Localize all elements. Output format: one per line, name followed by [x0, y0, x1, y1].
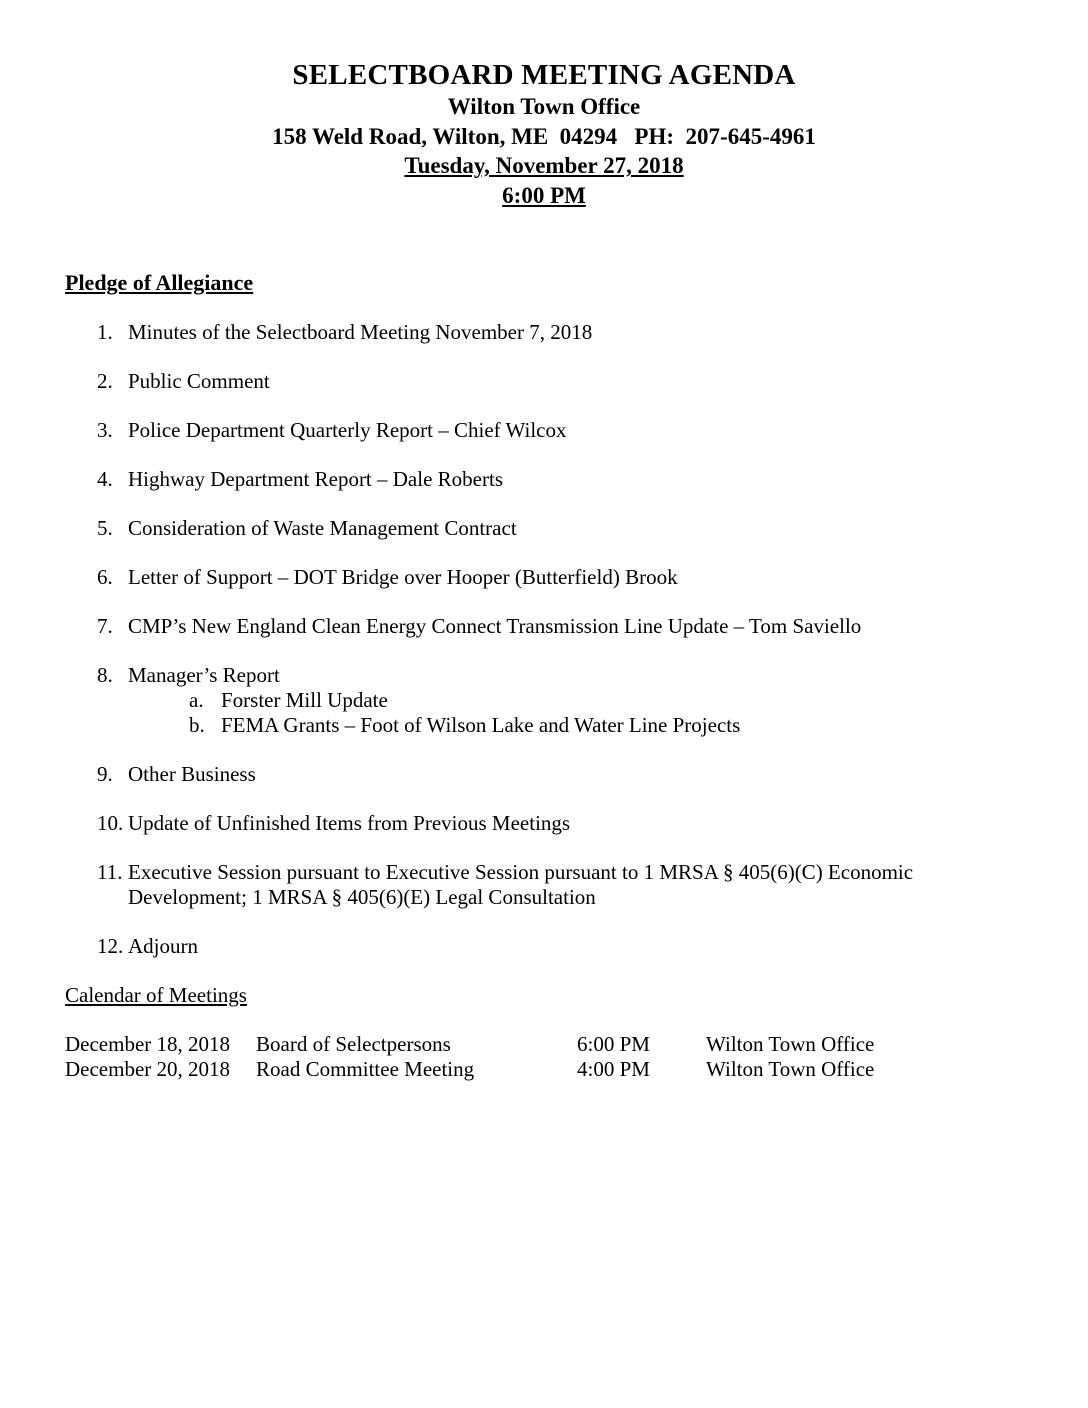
agenda-item-number: 12. — [97, 934, 124, 958]
agenda-subitem-8a — [189, 688, 1030, 713]
document-body — [65, 270, 1030, 1082]
calendar-time: 4:00 PM — [577, 1057, 650, 1081]
agenda-item-10 — [97, 811, 1030, 836]
agenda-subitem-letter: b. — [189, 713, 205, 737]
calendar-date: December 18, 2018 — [65, 1032, 231, 1056]
agenda-item-text: Manager’s Report — [128, 663, 280, 687]
agenda-item-2 — [97, 369, 1030, 394]
agenda-subitem-list — [128, 688, 1030, 738]
calendar-location: Wilton Town Office — [706, 1032, 875, 1056]
calendar-time: 6:00 PM — [577, 1032, 650, 1056]
agenda-item-number: 9. — [97, 762, 113, 786]
agenda-item-list — [65, 320, 1030, 959]
calendar-row — [65, 1032, 1030, 1057]
calendar-row — [65, 1057, 1030, 1082]
agenda-subitem-8b — [189, 713, 1030, 738]
calendar-event: Road Committee Meeting — [256, 1057, 475, 1081]
agenda-item-text: Police Department Quarterly Report – Chief Wilcox — [128, 418, 567, 442]
agenda-item-text: Other Business — [128, 762, 256, 786]
agenda-item-text: Adjourn — [128, 934, 198, 958]
meeting-date-line: Tuesday, November 27, 2018 — [404, 153, 684, 178]
agenda-item-12 — [97, 934, 1030, 959]
agenda-item-11 — [97, 860, 1030, 910]
calendar-location: Wilton Town Office — [706, 1057, 875, 1081]
document-header — [0, 0, 1088, 210]
agenda-item-number: 4. — [97, 467, 113, 491]
agenda-item-number: 8. — [97, 663, 113, 687]
agenda-item-text: Letter of Support – DOT Bridge over Hooper (Butterfield) Brook — [128, 565, 678, 589]
agenda-item-text: Executive Session pursuant to Executive Session pursuant to 1 MRSA § 405(6)(C) Economic Development; 1 MRSA § 405(6)(E) Legal Consultation — [128, 860, 914, 909]
agenda-item-number: 10. — [97, 811, 124, 835]
agenda-item-number: 2. — [97, 369, 113, 393]
agenda-item-6 — [97, 565, 1030, 590]
agenda-item-8 — [97, 663, 1030, 738]
address-line: 158 Weld Road, Wilton, ME 04294 PH: 207-645-4961 — [272, 123, 816, 149]
agenda-item-5 — [97, 516, 1030, 541]
calendar-of-meetings-heading: Calendar of Meetings — [65, 983, 247, 1007]
agenda-item-9 — [97, 762, 1030, 787]
agenda-item-text: Update of Unfinished Items from Previous Meetings — [128, 811, 571, 835]
agenda-item-3 — [97, 418, 1030, 443]
agenda-item-text: CMP’s New England Clean Energy Connect Transmission Line Update – Tom Saviello — [128, 614, 862, 638]
agenda-subitem-text: Forster Mill Update — [221, 688, 388, 712]
calendar-table — [65, 1032, 1030, 1082]
calendar-event: Board of Selectpersons — [256, 1032, 451, 1056]
document-title: SELECTBOARD MEETING AGENDA — [292, 59, 796, 91]
agenda-item-1 — [97, 320, 1030, 345]
agenda-item-8-body — [128, 663, 1030, 738]
agenda-item-text: Consideration of Waste Management Contract — [128, 516, 517, 540]
agenda-item-number: 5. — [97, 516, 113, 540]
pledge-of-allegiance-heading: Pledge of Allegiance — [65, 270, 254, 295]
venue-line: Wilton Town Office — [447, 94, 641, 119]
agenda-subitem-letter: a. — [189, 688, 204, 712]
agenda-item-number: 11. — [97, 860, 123, 884]
agenda-item-number: 1. — [97, 320, 113, 344]
agenda-item-text: Public Comment — [128, 369, 270, 393]
agenda-subitem-text: FEMA Grants – Foot of Wilson Lake and Water Line Projects — [221, 713, 741, 737]
agenda-item-text: Minutes of the Selectboard Meeting November 7, 2018 — [128, 320, 593, 344]
meeting-time-line: 6:00 PM — [502, 182, 586, 208]
calendar-date: December 20, 2018 — [65, 1057, 231, 1081]
agenda-item-text: Highway Department Report – Dale Roberts — [128, 467, 503, 491]
agenda-item-7 — [97, 614, 1030, 639]
agenda-item-4 — [97, 467, 1030, 492]
agenda-item-number: 7. — [97, 614, 113, 638]
agenda-item-number: 6. — [97, 565, 113, 589]
agenda-item-number: 3. — [97, 418, 113, 442]
